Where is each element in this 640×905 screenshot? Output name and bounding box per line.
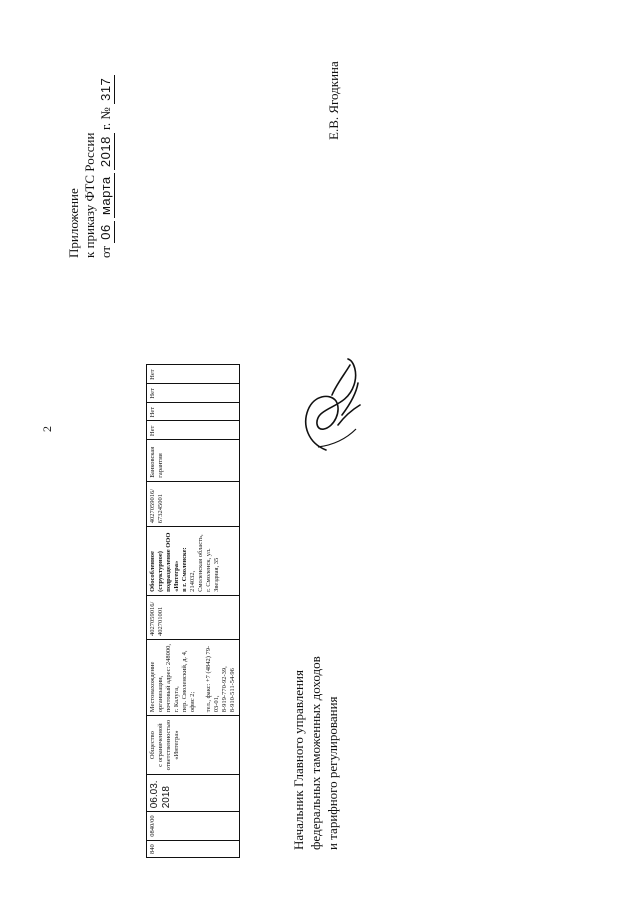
- cell-guarantee: Банковская гарантия: [147, 440, 240, 482]
- registry-table: [146, 364, 240, 858]
- branch-address: 214032, Смоленская область, г. Смоленск, ул. Звездная, 35: [189, 534, 220, 592]
- cell-address: Местонахождение организации, почтовый адрес: 248000, г. Калуга, пер. Смоленский, д. 4, офис 2; тел., факс: +7 (4842) 79-03-01, 8-919-770-92-39, 8-910-511-54-96: [147, 640, 240, 716]
- cell-net-1: Нет: [147, 421, 240, 440]
- number-sign: №: [98, 107, 113, 120]
- order-number: 317: [98, 75, 115, 104]
- signer-title-line-1: Начальник Главного управления: [291, 670, 306, 850]
- appendix-header: [66, 18, 115, 258]
- cell-org-name: Общество с ограниченной ответственностью «Интегра»: [147, 716, 240, 775]
- cell-branch: [147, 527, 240, 596]
- signer-position: [290, 590, 341, 850]
- page-number: 2: [40, 426, 54, 432]
- cell-index: 840: [147, 840, 240, 857]
- table-row: [147, 365, 240, 858]
- cell-branch-inn-kpp: 4027059016/ 673245001: [147, 481, 240, 527]
- cell-code: 0840/00: [147, 812, 240, 840]
- month-value: марта: [98, 173, 115, 218]
- appendix-date-line: [98, 18, 115, 258]
- handwritten-signature: [298, 355, 368, 455]
- cell-date: 06.03. 2018: [147, 775, 240, 812]
- signer-title-line-3: и тарифного регулирования: [325, 696, 340, 850]
- cell-inn-kpp: 4027059016/ 402701001: [147, 595, 240, 639]
- appendix-title: Приложение: [66, 188, 81, 258]
- cell-net-3: Нет: [147, 383, 240, 402]
- signer-title-line-2: федеральных таможенных доходов: [308, 656, 323, 850]
- day-value: 06: [98, 221, 115, 242]
- signer-name: Е.В. Ягодкина: [326, 61, 341, 140]
- branch-title: Обособленное (структурное) подразделение ООО «Интегра» в г. Смоленске:: [149, 532, 188, 592]
- cell-net-4: Нет: [147, 365, 240, 384]
- appendix-order-ref: к приказу ФТС России: [82, 132, 97, 258]
- year-suffix: г.: [98, 122, 113, 130]
- cell-net-2: Нет: [147, 402, 240, 421]
- year-value: 2018: [98, 133, 115, 170]
- from-label: от: [98, 245, 113, 258]
